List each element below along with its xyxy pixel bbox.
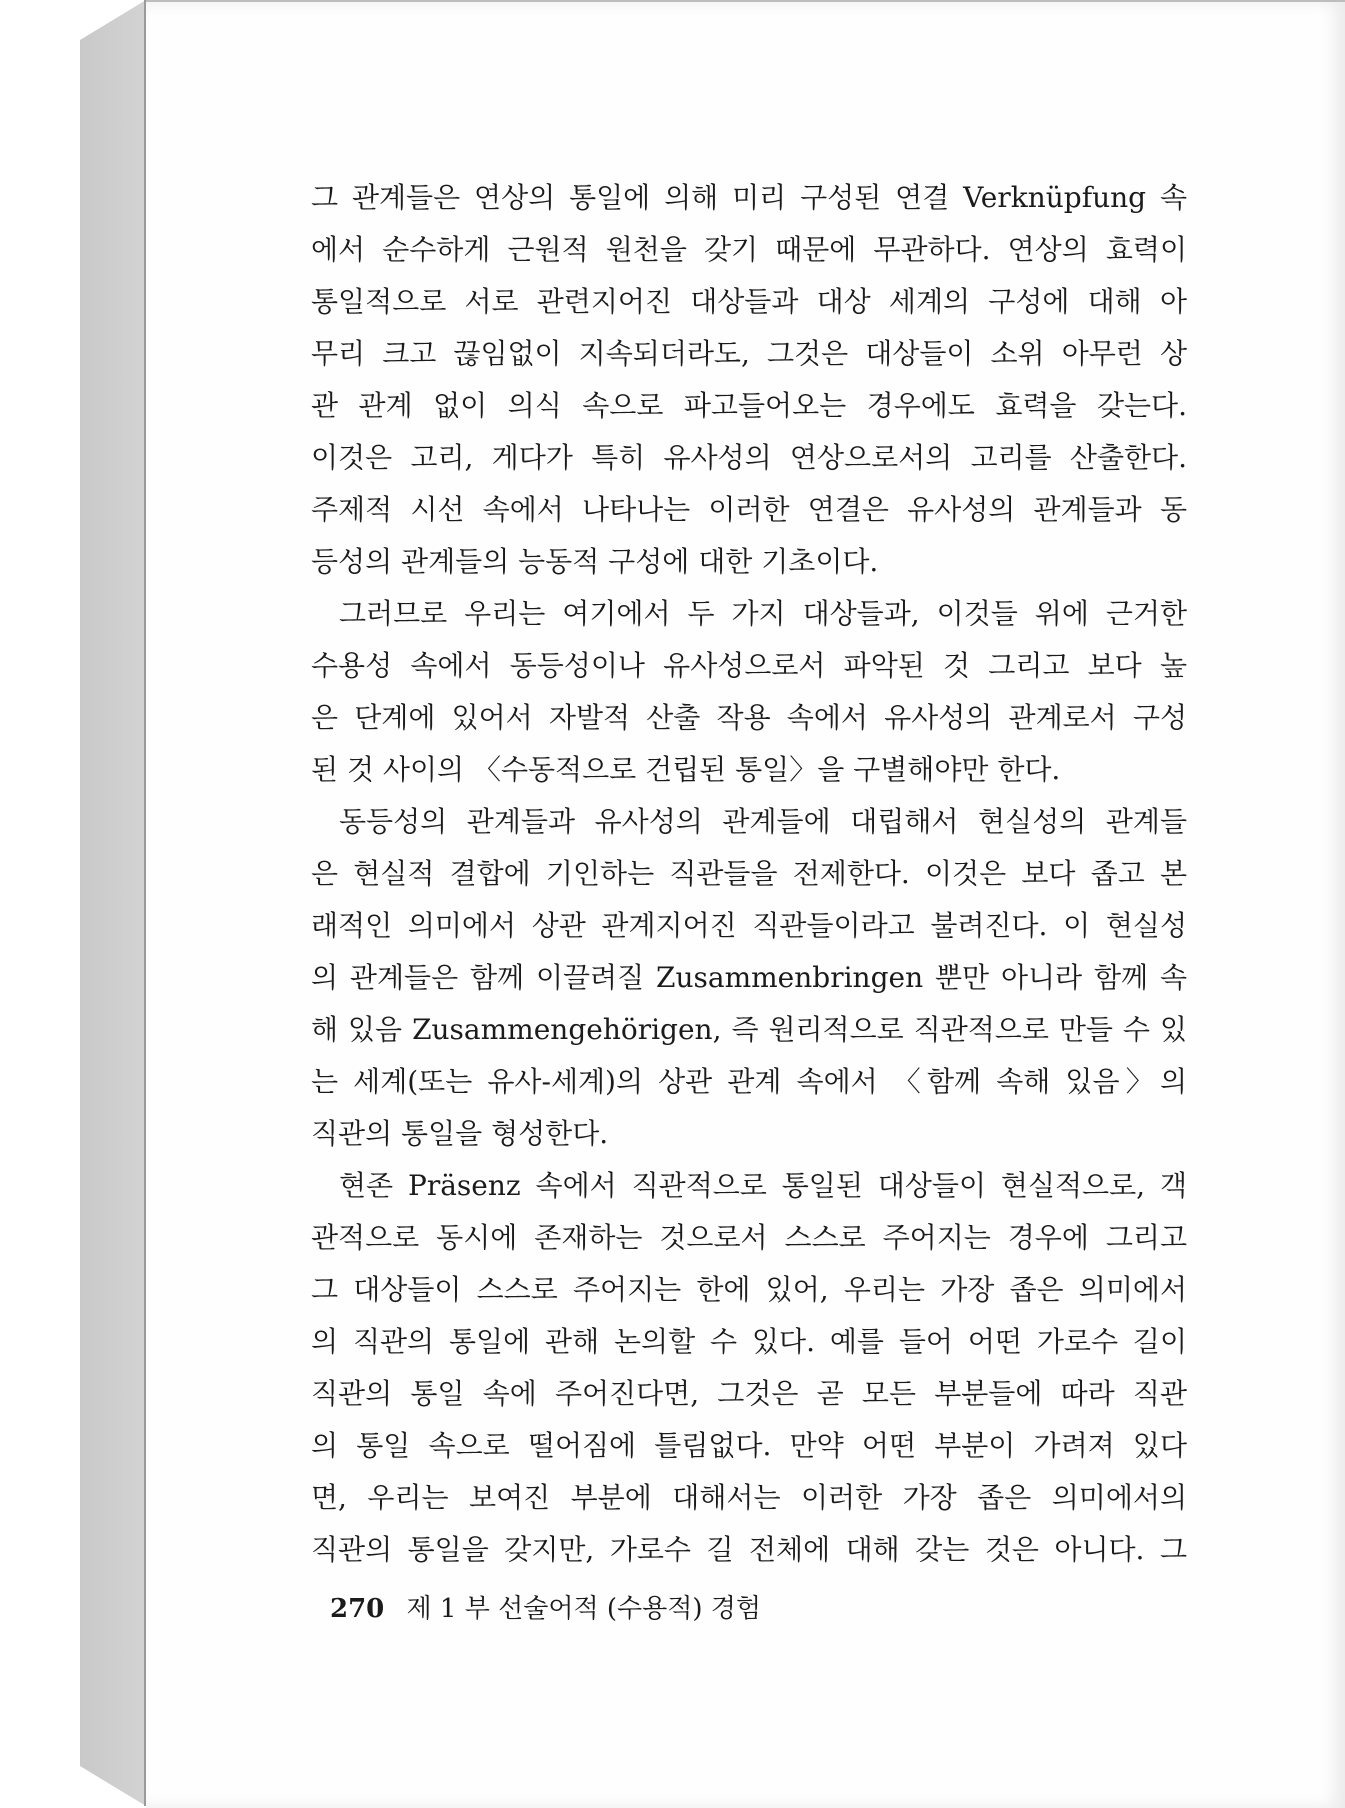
book-spine <box>80 0 146 1806</box>
text-line: 등성의 관계들의 능동적 구성에 대한 기초이다. <box>311 545 879 578</box>
text-line: 는 세계(또는 유사-세계)의 상관 관계 속에서 〈함께 속해 있음〉의 <box>311 1065 1187 1098</box>
text-line: 은 단계에 있어서 자발적 산출 작용 속에서 유사성의 관계로서 구성 <box>311 701 1187 734</box>
text-line: 동등성의 관계들과 유사성의 관계들에 대립해서 현실성의 관계들 <box>339 805 1187 838</box>
text-line: 래적인 의미에서 상관 관계지어진 직관들이라고 불려진다. 이 현실성 <box>311 909 1187 942</box>
text-line: 이것은 고리, 게다가 특히 유사성의 연상으로서의 고리를 산출한다. <box>311 441 1187 474</box>
text-line: 은 현실적 결합에 기인하는 직관들을 전제한다. 이것은 보다 좁고 본 <box>311 857 1187 890</box>
body-text <box>311 172 1187 1576</box>
text-line: 면, 우리는 보여진 부분에 대해서는 이러한 가장 좁은 의미에서의 <box>311 1481 1187 1514</box>
text-line: 현존 Präsenz 속에서 직관적으로 통일된 대상들이 현실적으로, 객 <box>339 1169 1187 1202</box>
text-line: 직관의 통일을 형성한다. <box>311 1117 609 1150</box>
text-line: 직관의 통일을 갖지만, 가로수 길 전체에 대해 갖는 것은 아니다. 그 <box>311 1533 1187 1566</box>
text-line: 관 관계 없이 의식 속으로 파고들어오는 경우에도 효력을 갖는다. <box>311 389 1187 422</box>
text-line: 수용성 속에서 동등성이나 유사성으로서 파악된 것 그리고 보다 높 <box>311 649 1187 682</box>
text-line: 의 통일 속으로 떨어짐에 틀림없다. 만약 어떤 부분이 가려져 있다 <box>311 1429 1187 1462</box>
text-line: 의 직관의 통일에 관해 논의할 수 있다. 예를 들어 어떤 가로수 길이 <box>311 1325 1187 1358</box>
text-line: 관적으로 동시에 존재하는 것으로서 스스로 주어지는 경우에 그리고 <box>311 1221 1187 1254</box>
text-line: 그 대상들이 스스로 주어지는 한에 있어, 우리는 가장 좁은 의미에서 <box>311 1273 1187 1306</box>
page-number: 270 <box>330 1594 385 1624</box>
page-footer <box>330 1588 761 1625</box>
text-line: 통일적으로 서로 관련지어진 대상들과 대상 세계의 구성에 대해 아 <box>311 285 1187 318</box>
text-line: 그러므로 우리는 여기에서 두 가지 대상들과, 이것들 위에 근거한 <box>339 597 1187 630</box>
text-line: 해 있음 Zusammengehörigen, 즉 원리적으로 직관적으로 만들 수 있 <box>311 1013 1187 1046</box>
text-line: 그 관계들은 연상의 통일에 의해 미리 구성된 연결 Verknüpfung 속 <box>311 181 1187 214</box>
text-line: 직관의 통일 속에 주어진다면, 그것은 곧 모든 부분들에 따라 직관 <box>311 1377 1187 1410</box>
text-line: 의 관계들은 함께 이끌려질 Zusammenbringen 뿐만 아니라 함께 속 <box>311 961 1187 994</box>
text-line: 무리 크고 끊임없이 지속되더라도, 그것은 대상들이 소위 아무런 상 <box>311 337 1187 370</box>
text-line: 주제적 시선 속에서 나타나는 이러한 연결은 유사성의 관계들과 동 <box>311 493 1187 526</box>
running-head: 제 1 부 선술어적 (수용적) 경험 <box>406 1594 761 1624</box>
text-line: 된 것 사이의 〈수동적으로 건립된 통일〉을 구별해야만 한다. <box>311 753 1061 786</box>
text-line: 에서 순수하게 근원적 원천을 갖기 때문에 무관하다. 연상의 효력이 <box>311 233 1187 266</box>
